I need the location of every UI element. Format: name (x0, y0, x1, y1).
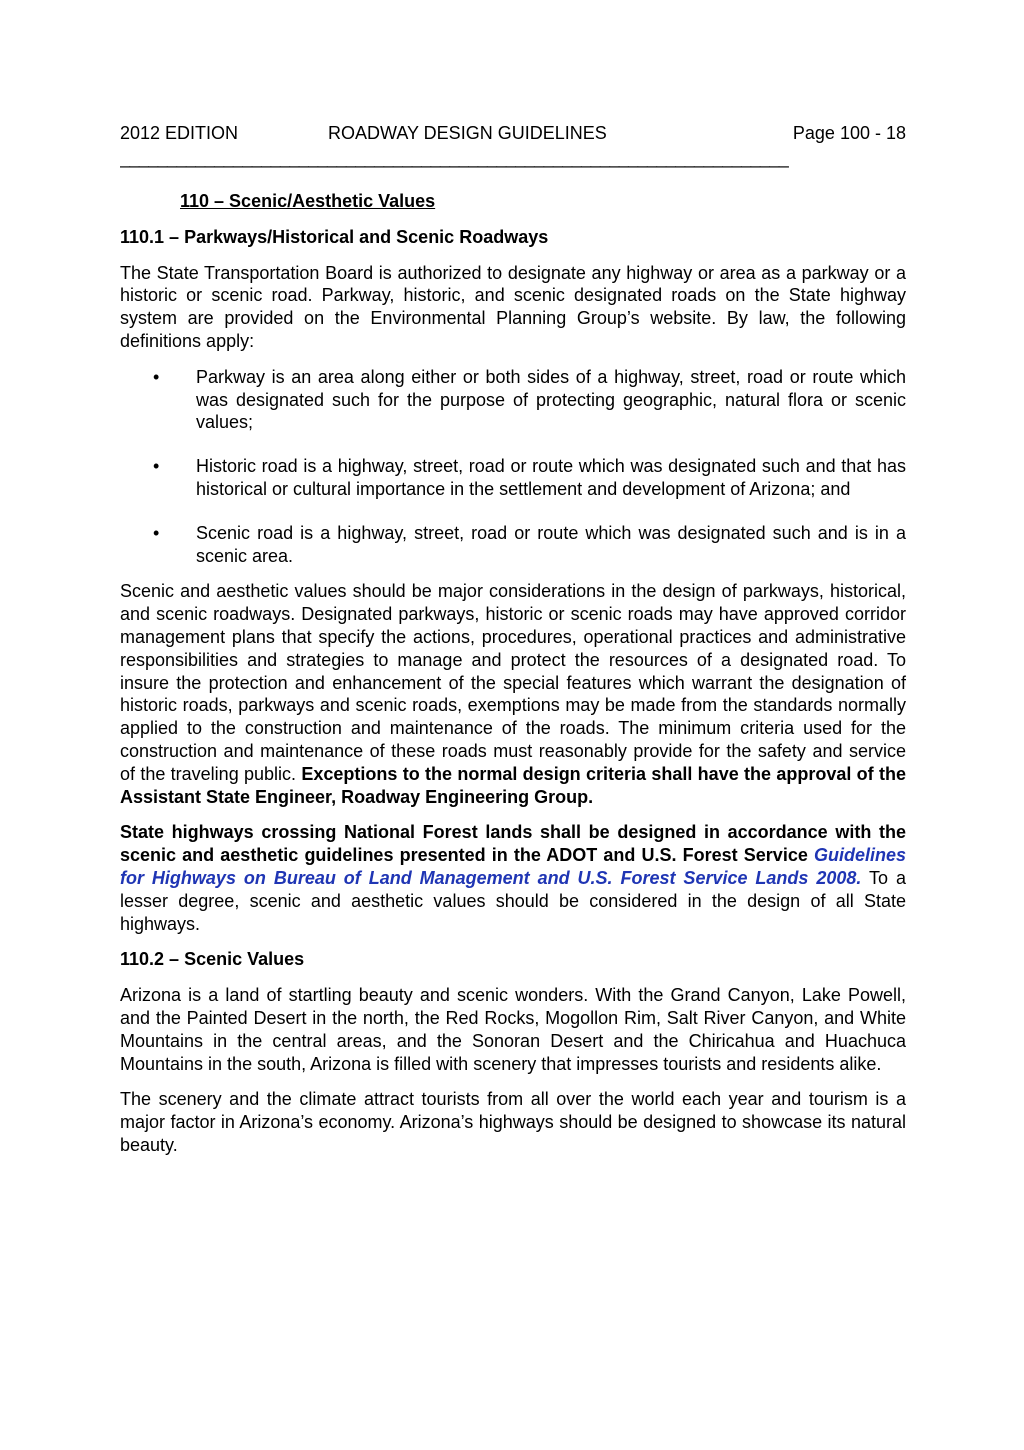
scenic-values-paragraph-1: Arizona is a land of startling beauty and scenic wonders. With the Grand Canyon, Lake Powell, and the Painted Desert in the north, the Red Rocks, Mogollon Rim, Salt River Canyon, and White Mountains in the central areas, and the Sonoran Desert and the Chiricahua and Huachuca Mountains in the south, Arizona is filled with scenery that impresses tourists and residents alike. (120, 985, 906, 1074)
list-item (120, 455, 906, 501)
subsection-title-110-1: 110.1 – Parkways/Historical and Scenic Roadways (120, 226, 549, 247)
definitions-list (120, 366, 906, 568)
section-title: 110 – Scenic/Aesthetic Values (180, 191, 436, 211)
bullet-icon: • (153, 456, 160, 477)
guidelines-reference-link[interactable]: Guidelines for Highways on Bureau of Land Management and U.S. Forest Service Lands 2008. (120, 845, 906, 888)
page-header (120, 123, 906, 149)
scenic-values-paragraph-2: The scenery and the climate attract tourists from all over the world each year and tourism is a major factor in Arizona’s economy. Arizona’s highways should be designed to showcase its natural beauty. (120, 1089, 906, 1155)
considerations-text: Scenic and aesthetic values should be major considerations in the design of parkways, historical, and scenic roadways. Designated parkways, historic or scenic roads may have approved corridor management plans that specify the actions, procedures, operational practices and administrative responsibilities and strategies to manage and protect the resources of a designated road. To insure the protection and enhancement of the special features which warrant the designation of historic roads, parkways and scenic roads, exemptions may be made from the standards normally applied to the construction and maintenance of the roads. The minimum criteria used for the construction and maintenance of these roads must reasonably provide for the safety and service of the traveling public. (120, 581, 906, 784)
list-item (120, 366, 906, 434)
header-rule: _______________________________________________________________________ (120, 148, 789, 168)
bullet-icon: • (153, 366, 160, 387)
subsection-title-110-2: 110.2 – Scenic Values (120, 949, 305, 970)
forest-lands-statement: State highways crossing National Forest lands shall be designed in accordance with the scenic and aesthetic guidelines presented in the ADOT and U.S. Forest Service (120, 822, 906, 866)
page-body (120, 190, 906, 1170)
considerations-paragraph (120, 580, 906, 808)
definition-parkway: Parkway is an area along either or both sides of a highway, street, road or route which was designated such for the purpose of protecting geographic, natural flora or scenic values; (196, 366, 906, 433)
definition-scenic-road: Scenic road is a highway, street, road or route which was designated such and is in a scenic area. (196, 522, 906, 566)
forest-lands-paragraph (120, 821, 906, 935)
bullet-icon: • (153, 522, 160, 543)
header-page-number: Page 100 - 18 (792, 123, 906, 143)
list-item (120, 522, 906, 568)
forest-lands-text: To a lesser degree, scenic and aesthetic values should be considered in the design of all State highways. (120, 867, 906, 934)
intro-paragraph: The State Transportation Board is authorized to designate any highway or area as a parkway or a historic or scenic road. Parkway, historic, and scenic designated roads on the State highway system are provided on the Environmental Planning Group’s website. By law, the following definitions apply: (120, 262, 906, 351)
definition-historic-road: Historic road is a highway, street, road or route which was designated such and that has historical or cultural importance in the settlement and development of Arizona; and (196, 456, 906, 499)
exceptions-statement: Exceptions to the normal design criteria shall have the approval of the Assistant State Engineer, Roadway Engineering Group. (120, 763, 906, 807)
header-edition: 2012 EDITION (120, 123, 239, 143)
header-title: ROADWAY DESIGN GUIDELINES (328, 123, 607, 143)
